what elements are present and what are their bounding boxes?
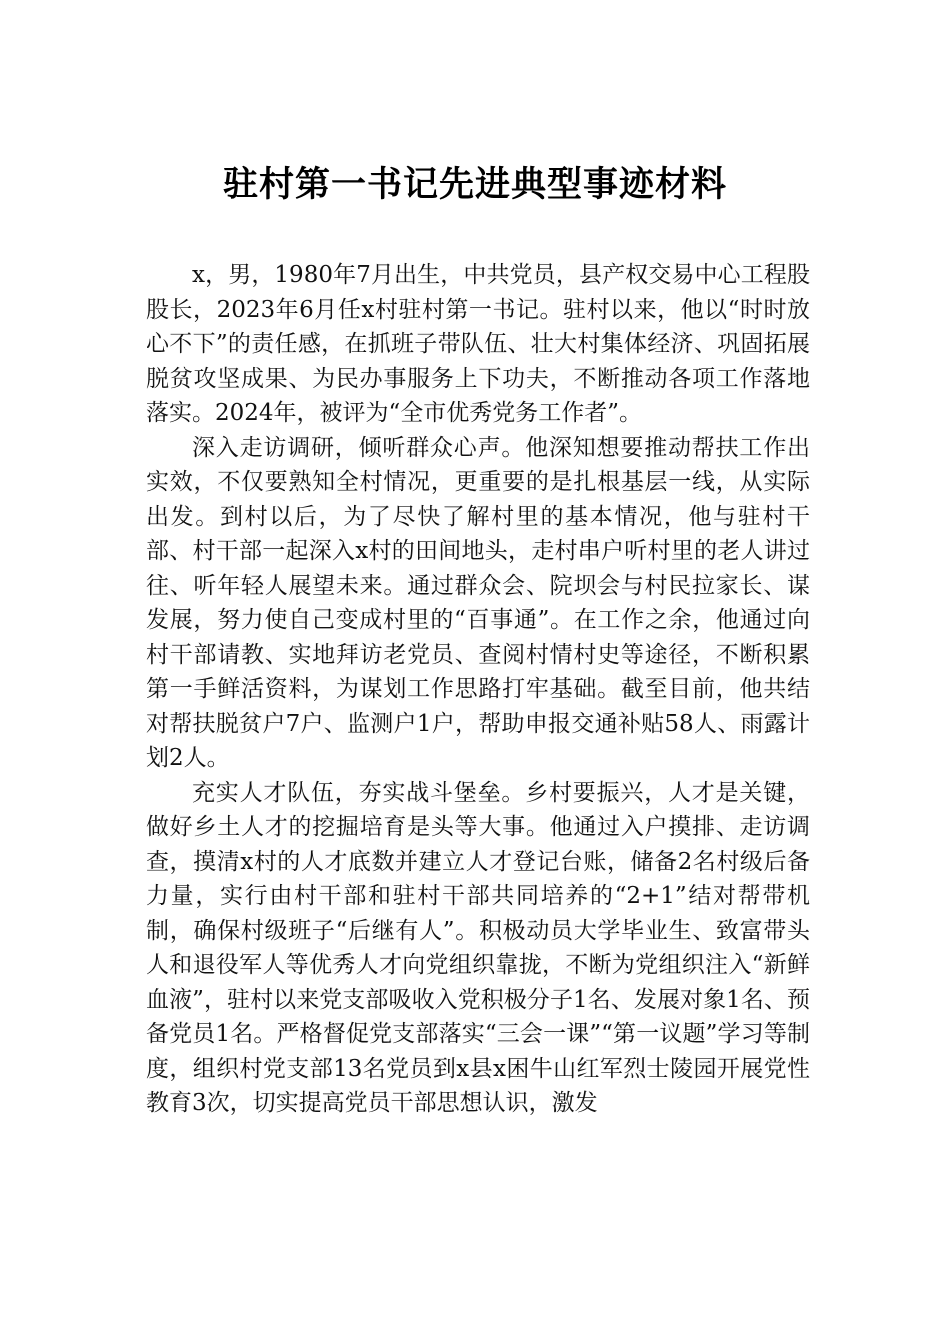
document-body bbox=[146, 258, 810, 1121]
paragraph-intro: x，男，1980年7月出生，中共党员，县产权交易中心工程股股长，2023年6月任x村驻村第一书记。驻村以来，他以“时时放心不下”的责任感，在抓班子带队伍、壮大村集体经济、巩固拓展脱贫攻坚成果、为民办事服务上下功夫，不断推动各项工作落地落实。2024年，被评为“全市优秀党务工作者”。 bbox=[146, 262, 810, 426]
paragraph-talent: 充实人才队伍，夯实战斗堡垒。乡村要振兴，人才是关键，做好乡土人才的挖掘培育是头等大事。他通过入户摸排、走访调查，摸清x村的人才底数并建立人才登记台账，储备2名村级后备力量，实行由村干部和驻村干部共同培养的“2+1”结对帮带机制，确保村级班子“后继有人”。积极动员大学毕业生、致富带头人和退役军人等优秀人才向党组织靠拢，不断为党组织注入“新鲜血液”，驻村以来党支部吸收入党积极分子1名、发展对象1名、预备党员1名。严格督促党支部落实“三会一课”“第一议题”学习等制度，组织村党支部13名党员到x县x困牛山红军烈士陵园开展党性教育3次，切实提高党员干部思想认识，激发 bbox=[146, 779, 810, 1116]
paragraph-research: 深入走访调研，倾听群众心声。他深知想要推动帮扶工作出实效，不仅要熟知全村情况，更重要的是扎根基层一线，从实际出发。到村以后，为了尽快了解村里的基本情况，他与驻村干部、村干部一起深入x村的田间地头，走村串户听村里的老人讲过往、听年轻人展望未来。通过群众会、院坝会与村民拉家长、谋发展，努力使自己变成村里的“百事通”。在工作之余，他通过向村干部请教、实地拜访老党员、查阅村情村史等途径，不断积累第一手鲜活资料，为谋划工作思路打牢基础。截至目前，他共结对帮扶脱贫户7户、监测户1户，帮助申报交通补贴58人、雨露计划2人。 bbox=[146, 434, 810, 771]
document-title: 驻村第一书记先进典型事迹材料 bbox=[222, 164, 727, 205]
